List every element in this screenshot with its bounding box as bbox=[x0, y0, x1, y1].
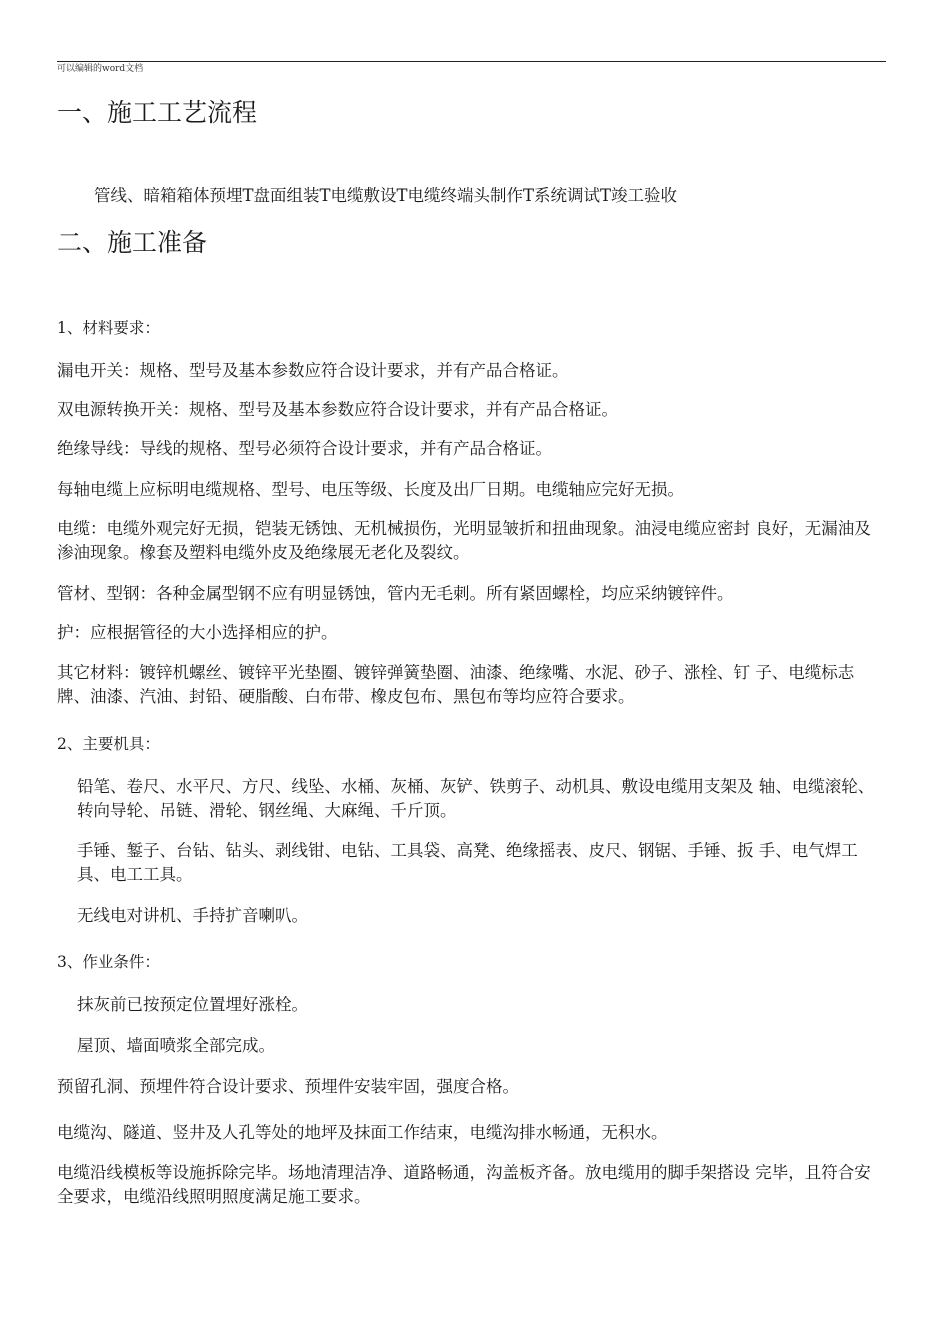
material-item: 护：应根据管径的大小选择相应的护。 bbox=[57, 623, 338, 642]
tools-title: 2、主要机具： bbox=[57, 735, 160, 753]
tool-item: 铅笔、卷尺、水平尺、方尺、线坠、水桶、灰桶、灰铲、铁剪子、动机具、敷设电缆用支架及 轴、电缆滚轮、转向导轮、吊链、滑轮、钢丝绳、大麻绳、千斤顶。 bbox=[77, 777, 875, 820]
section2-heading: 二、施工准备 bbox=[57, 228, 208, 257]
condition-item: 预留孔洞、预埋件符合设计要求、预埋件安装牢固，强度合格。 bbox=[57, 1077, 519, 1096]
material-item: 每轴电缆上应标明电缆规格、型号、电压等级、长度及出厂日期。电缆轴应完好无损。 bbox=[57, 480, 684, 499]
tool-item: 无线电对讲机、手持扩音喇叭。 bbox=[77, 906, 308, 925]
header-rule bbox=[57, 61, 886, 62]
material-item: 其它材料：镀锌机螺丝、镀锌平光垫圈、镀锌弹簧垫圈、油漆、绝缘嘴、水泥、砂子、涨栓、钉 子、电缆标志牌、油漆、汽油、封铅、硬脂酸、白布带、橡皮包布、黑包布等均应符合要求。 bbox=[57, 663, 855, 706]
tool-item: 手锤、錾子、台钻、钻头、剥线钳、电钻、工具袋、高凳、绝缘摇表、皮尺、钢锯、手锤、扳 手、电气焊工具、电工工具。 bbox=[77, 841, 858, 884]
material-item: 双电源转换开关：规格、型号及基本参数应符合设计要求，并有产品合格证。 bbox=[57, 400, 618, 419]
material-item: 绝缘导线：导线的规格、型号必须符合设计要求，并有产品合格证。 bbox=[57, 439, 552, 458]
materials-title: 1、材料要求： bbox=[57, 319, 160, 337]
condition-item: 抹灰前已按预定位置埋好涨栓。 bbox=[77, 995, 308, 1014]
conditions-title: 3、作业条件： bbox=[57, 953, 160, 971]
section1-heading: 一、施工工艺流程 bbox=[57, 98, 258, 127]
material-item: 管材、型钢：各种金属型钢不应有明显锈蚀，管内无毛刺。所有紧固螺栓，均应采纳镀锌件。 bbox=[57, 584, 734, 603]
condition-item: 电缆沿线模板等设施拆除完毕。场地清理洁净、道路畅通，沟盖板齐备。放电缆用的脚手架搭设 完毕，且符合安全要求，电缆沿线照明照度满足施工要求。 bbox=[57, 1163, 871, 1206]
header-label: 可以编辑的word文档 bbox=[57, 64, 144, 74]
process-flow: 管线、暗箱箱体预埋T盘面组装T电缆敷设T电缆终端头制作T系统调试T竣工验收 bbox=[94, 186, 678, 205]
condition-item: 屋顶、墙面喷浆全部完成。 bbox=[77, 1036, 275, 1055]
material-item: 电缆：电缆外观完好无损，铠装无锈蚀、无机械损伤，光明显皱折和扭曲现象。油浸电缆应密封 良好，无漏油及渗油现象。橡套及塑料电缆外皮及绝缘展无老化及裂纹。 bbox=[57, 519, 871, 562]
material-item: 漏电开关：规格、型号及基本参数应符合设计要求，并有产品合格证。 bbox=[57, 361, 569, 380]
condition-item: 电缆沟、隧道、竖井及人孔等处的地坪及抹面工作结束，电缆沟排水畅通，无积水。 bbox=[57, 1123, 668, 1142]
